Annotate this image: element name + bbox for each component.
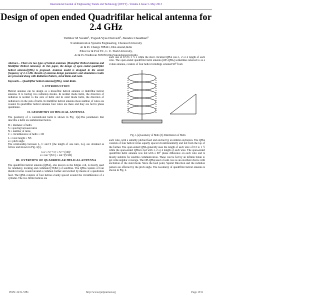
introduction-paragraph: Helical antenna can be design as a monofilar helical antenna or multifilar helical antenna. It is having two radiation modes. In normal mode helix, the direction of radiation is normal to the axis of helix and in axial mode helix, the direction of radiation is in the axis of helix. In multifilar helical antenna more number of wires are wound. In quadrifilar helical antenna four wires are there and they are fed in phase quadrature. [8, 89, 104, 110]
symbol-item: D = diameter of helix [8, 123, 32, 127]
title-line-1: Design of open ended Quadrifilar helical antenna for [0, 13, 212, 23]
left-column [8, 62, 104, 182]
equation-2: α = tan⁻¹(S/C) = tan⁻¹(S/πD) [39, 154, 73, 158]
footer-url[interactable]: http://www.ijettjournal.org [86, 291, 116, 294]
section-heading-geometry: II. GEOMETRY OF HELICAL ANTENNA [27, 110, 85, 115]
equation-1: Lo² = S² + C² = S² + (πD)² [41, 151, 71, 155]
symbol-item: N = number of turns [8, 130, 31, 134]
affiliation-2-address: At & Po Wadhwan 363030,Dist.Surendranagar,India [74, 52, 138, 57]
symbol-item: S = spacing between turns [8, 127, 37, 131]
overview-paragraph: The quadrifilar helical antenna (QHA), also known as the Kilgus coil, is mostly used for telemetry, tracking and command (TT&C) of satellites. The QHA consists of four identical wires wound around a common former and excited by means of a quadrature feed. The QHA consists of four helices evenly spaced around the circumference of a cylinder. The two bifilar helices are [8, 163, 104, 181]
footer-page: Page 1531 [191, 291, 203, 294]
helix-coil-drawing [122, 70, 162, 123]
right-top-paragraph: each one of 0.5 to 1 ½ λ while the short circuited QHA was 1, 2 or 4 length of each wire. The open-ended quadrifilar helix antenna (OE-QHA) sometimes referred to as a volute antenna, consists of four helical windings oriented 90° from [109, 56, 205, 66]
paper-title [0, 13, 212, 33]
affiliation-2: ²Director & Prof EC, C. U. Shah University, [79, 49, 133, 53]
author-list: Vaibhav M Swami¹, Yogesh Vyas Dwivedi², Jitendra Chaudhari³ [63, 36, 149, 40]
relation-paragraph: The relationship between L, C and S (the length of one turn, Lo), are obtained as follow and shown in Fig. 1(b). [8, 143, 104, 150]
figure-caption: Fig. 1.(a)Geometry of Helix (b) Distribution of Helix [130, 134, 186, 137]
affiliation-1-address: At & Po Changa 388421, Dist.Anand,India [80, 44, 132, 49]
section-heading-overview: III. OVERVIEW OF QUADRIFILAR HELICAL ANTENNA [15, 158, 97, 163]
page-footer [0, 289, 212, 297]
helix-figure [112, 64, 202, 134]
symbol-item: L = total length = NS [8, 136, 32, 140]
symbol-list [8, 124, 104, 143]
footer-issn: ISSN: 2231-5381 [9, 291, 29, 294]
symbol-item: α = pitch angle [8, 139, 25, 143]
keywords: Keywords— Quadrifilar helical antenna(QHA), Axial Ratio. [8, 80, 77, 84]
title-line-2: 2.4 GHz [89, 23, 123, 33]
right-body-paragraph: each wire, with a suitably pitched feed and excited by an similar excitation. The QHA consists of four helical wires equally spaced circumferentially and fed from the top of the former. The open ended QHA generally uses the length of each wire of 0.5 to 1 ½ while the open-ended QHA is fed with 1, 2 or 4 length of each wire. The open-ended quadrifilar helix antenna was fed with a 90° phase difference on each wire and is mostly suitable for satellite communication. These can be fed by an infinite balun to get wide angular coverage. The OE-QHA used a foam core as an excellent choice with excitation of the axial mode. Since the feed point, Spatial Direction and the radiation pattern are affected by the pitch angle. The Geometry of quadrifilar helical antenna is shown in Fig. 2. [109, 139, 205, 173]
abstract: Abstract— There are two types of helical antennas (Monofilar Helical Antenna and Multifilar Helical Antenna). In this paper, the design of open ended quadrifilar helical antenna(QHA) is proposed. Antenna model is designed in the center frequency of 2.4 GHz. Results of antenna design parameters and simulation results are presented along with Radiation Pattern, Axial Ratio and Gain. [8, 62, 104, 79]
right-column-body [109, 139, 205, 174]
affiliation-1: ¹Communication Systems Engineering, Charusat University [70, 41, 142, 45]
geometry-paragraph: The geometry of a conventional helix is shown in Fig. 1(a).The parameters that describe a helix are summarized below. [8, 115, 104, 123]
pitch-triangle-drawing [170, 94, 196, 114]
section-heading-introduction: I. INTRODUCTION [42, 84, 70, 89]
symbol-item: C = circumference of helix = πD [8, 133, 44, 137]
journal-header: International Journal of Engineering Trends and Technology (IJETT) - Volume 4 Issue 5- May 2013 [0, 0, 212, 10]
